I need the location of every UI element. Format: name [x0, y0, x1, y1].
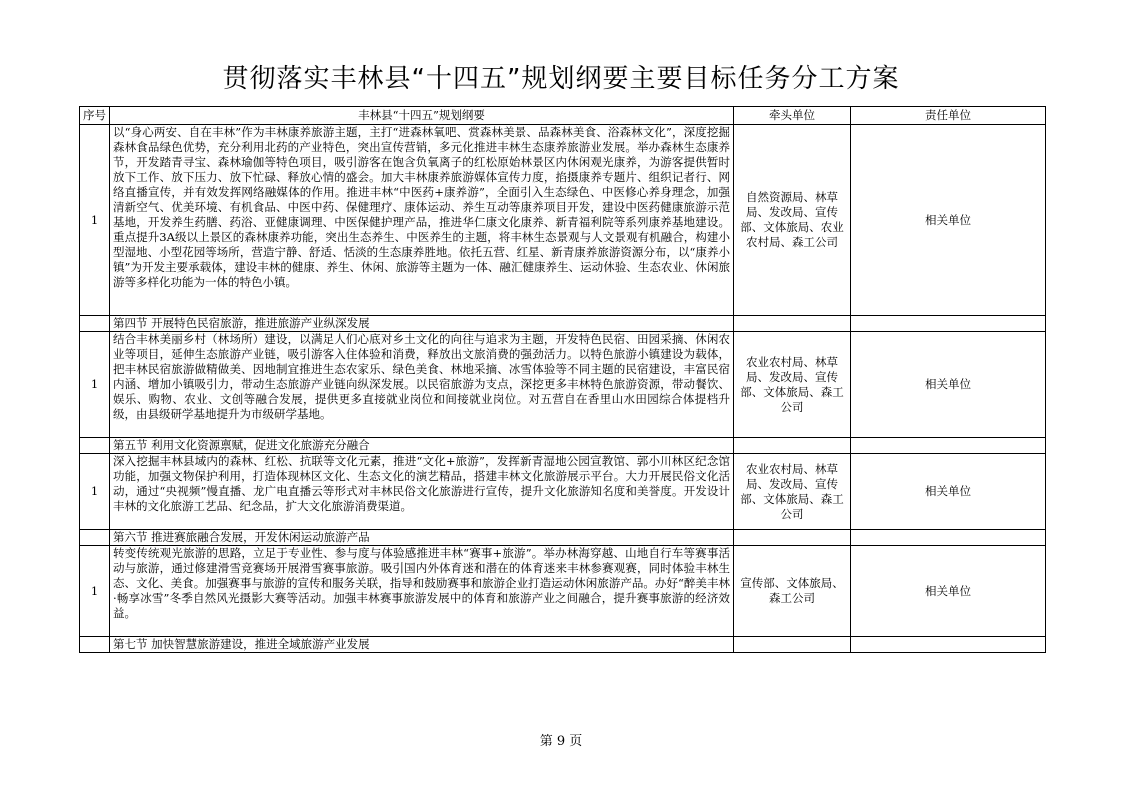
table-row	[80, 125, 1046, 316]
section-lead	[734, 316, 851, 332]
header-resp: 责任单位	[851, 107, 1046, 125]
row-number: 1	[80, 546, 110, 637]
section-title: 第六节 推进赛旅融合发展，开发休闲运动旅游产品	[110, 530, 734, 546]
section-title: 第四节 开展特色民宿旅游，推进旅游产业纵深发展	[110, 316, 734, 332]
section-row	[80, 438, 1046, 454]
section-lead	[734, 637, 851, 653]
header-no: 序号	[80, 107, 110, 125]
row-number: 1	[80, 454, 110, 530]
section-row	[80, 316, 1046, 332]
section-lead	[734, 438, 851, 454]
section-lead	[734, 530, 851, 546]
row-lead: 自然资源局、林草局、发改局、宣传部、文体旅局、农业农村局、森工公司	[734, 125, 851, 316]
row-content-text: 结合丰林美丽乡村（林场所）建设，以满足人们心底对乡土文化的向往与追求为主题，开发特色民宿、田园采摘、休闲农业等项目，延伸生态旅游产业链，吸引游客入住体验和消费，释放出文旅消费的强劲活力。以特色旅游小镇建设为载体，把丰林民宿旅游做精做美、因地制宜推进生态农家乐、绿色美食、林地采摘、冰雪体验等不同主题的民宿建设，丰富民宿内涵、增加小镇吸引力，带动生态旅游产业链向纵深发展。以民宿旅游为支点，深挖更多丰林特色旅游资源，带动餐饮、娱乐、购物、农业、文创等融合发展，提供更多直接就业岗位和间接就业岗位。对五营自在香里山水田园综合体提档升级，由县级研学基地提升为市级研学基地。	[113, 332, 730, 421]
row-lead: 农业农村局、林草局、发改局、宣传部、文体旅局、森工公司	[734, 454, 851, 530]
row-content	[110, 125, 734, 316]
row-resp: 相关单位	[851, 454, 1046, 530]
header-content: 丰林县“十四五”规划纲要	[110, 107, 734, 125]
section-row	[80, 530, 1046, 546]
page-title: 贯彻落实丰林县“十四五”规划纲要主要目标任务分工方案	[222, 64, 900, 94]
row-content-text: 转变传统观光旅游的思路，立足于专业性、参与度与体验感推进丰林“赛事+旅游”。举办林海穿越、山地自行车等赛事活动与旅游，通过修建滑雪竞赛场开展滑雪赛事旅游。吸引国内外体育迷和潜在的体育迷来丰林参赛观赛，同时体验丰林生态、文化、美食。加强赛事与旅游的宣传和服务关联，指导和鼓励赛事和旅游企业打造运动休闲旅游产品。办好“醉美丰林·畅享冰雪”冬季自然风光摄影大赛等活动。加强丰林赛事旅游发展中的体育和旅游产业之间融合，提升赛事旅游的经济效益。	[113, 546, 730, 620]
section-row	[80, 637, 1046, 653]
row-resp: 相关单位	[851, 546, 1046, 637]
section-no	[80, 637, 110, 653]
section-title: 第五节 利用文化资源禀赋，促进文化旅游充分融合	[110, 438, 734, 454]
section-no	[80, 438, 110, 454]
section-no	[80, 316, 110, 332]
row-resp: 相关单位	[851, 332, 1046, 438]
section-resp	[851, 316, 1046, 332]
page-number: 第 9 页	[539, 734, 583, 749]
task-table	[79, 106, 1046, 653]
header-lead: 牵头单位	[734, 107, 851, 125]
row-content	[110, 332, 734, 438]
table-row	[80, 454, 1046, 530]
table-row	[80, 546, 1046, 637]
section-no	[80, 530, 110, 546]
row-content	[110, 546, 734, 637]
row-content-text: 深入挖掘丰林县域内的森林、红松、抗联等文化元素，推进“文化+旅游”，发挥新青湿地公园宣教馆、郭小川林区纪念馆功能，加强文物保护利用，打造体现林区文化、生态文化的演艺精品，搭建丰林文化旅游展示平台。大力开展民俗文化活动，通过“央视频”慢直播、龙广电直播云等形式对丰林民俗文化旅游进行宣传，提升文化旅游知名度和美誉度。开发设计丰林的文化旅游工艺品、纪念品，扩大文化旅游消费渠道。	[113, 454, 730, 513]
table-header-row	[80, 107, 1046, 125]
row-lead: 农业农村局、林草局、发改局、宣传部、文体旅局、森工公司	[734, 332, 851, 438]
table-row	[80, 332, 1046, 438]
section-resp	[851, 438, 1046, 454]
row-number: 1	[80, 125, 110, 316]
section-title: 第七节 加快智慧旅游建设，推进全域旅游产业发展	[110, 637, 734, 653]
row-content	[110, 454, 734, 530]
section-resp	[851, 637, 1046, 653]
row-content-text: 以“身心两安、自在丰林”作为丰林康养旅游主题，主打“进森林氧吧、赏森林美景、品森林美食、浴森林文化”，深度挖掘森林食品绿色优势，充分利用北药的产业特色，突出宣传营销，多元化推进丰林生态康养旅游业发展。举办森林生态康养节，开发踏青寻宝、森林瑜伽等特色项目，吸引游客在饱含负氧离子的红松原始林景区内休闲观光康养，为游客提供暂时放下工作、放下压力、放下忙碌、释放心情的盛会。加大丰林康养旅游媒体宣传力度，掐摄康养专题片、组织记者行、网络直播宣传，并有效发挥网络融媒体的作用。推进丰林“中医药+康养游”，全面引入生态绿色、中医修心养身理念，加强清新空气、优美环境、有机食品、中医中药、保健理疗、康体运动、养生互动等康养项目开发，建设中医药健康旅游示范基地，开发养生药膳、药浴、亚健康调理、中医保健护理产品，推进华仁康文化康养、新青福利院等系列康养基地建设。重点提升3A级以上景区的森林康养功能，突出生态养生、中医养生的主题，将丰林生态景观与人文景观有机融合，构建小型湿地、小型花园等场所，营造宁静、舒适、恬淡的生态康养胜地。依托五营、红星、新青康养旅游资源分布，以“康养小镇”为开发主要承载体，建设丰林的健康、养生、休闲、旅游等主题为一体、融汇健康养生、运动休验、生态农业、休闲旅游等多样化功能为一体的特色小镇。	[113, 125, 730, 289]
section-resp	[851, 530, 1046, 546]
row-lead: 宣传部、文体旅局、森工公司	[734, 546, 851, 637]
row-number: 1	[80, 332, 110, 438]
row-resp: 相关单位	[851, 125, 1046, 316]
